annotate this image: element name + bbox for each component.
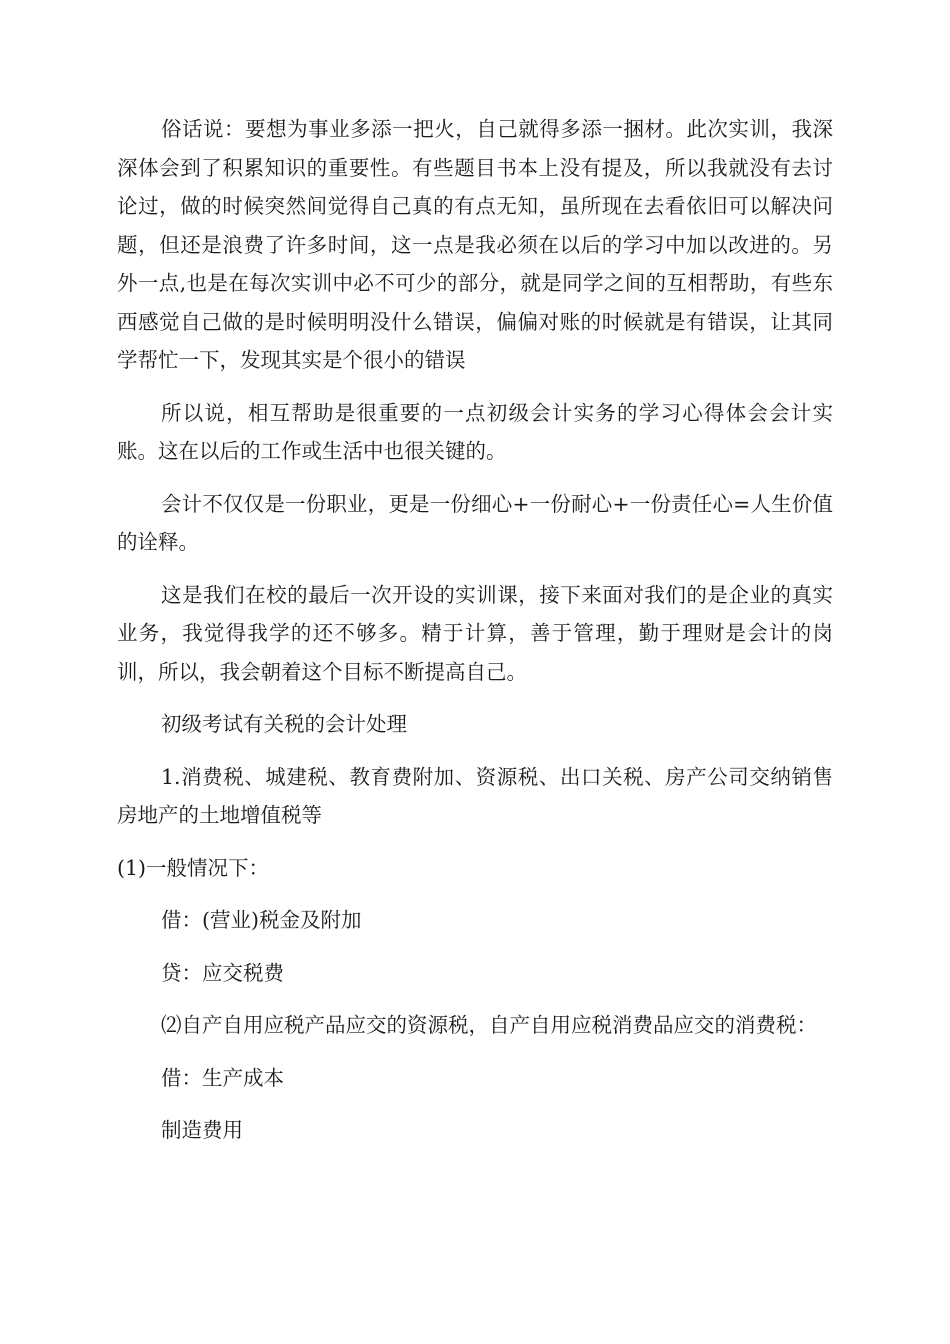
document-body (117, 110, 833, 1164)
subitem-1-label: (1)一般情况下： (117, 855, 270, 880)
journal-entry-debit-2: 借：生产成本 (161, 1065, 284, 1090)
paragraph-reflection-2: 所以说，相互帮助是很重要的一点初级会计实务的学习心得体会会计实账。这在以后的工作或生活中也很关键的。 (117, 400, 833, 463)
paragraph-reflection-3: 会计不仅仅是一份职业，更是一份细心+一份耐心+一份责任心=人生价值的诠释。 (117, 491, 833, 554)
journal-entry-debit-2-line-2: 制造费用 (161, 1118, 243, 1142)
journal-entry-debit-1: 借：(营业)税金及附加 (161, 908, 362, 932)
journal-entry-credit-1: 贷：应交税费 (161, 960, 284, 985)
paragraph-reflection-1: 俗话说：要想为事业多添一把火，自己就得多添一捆材。此次实训，我深深体会到了积累知识的重要性。有些题目书本上没有提及，所以我就没有去讨论过，做的时候突然间觉得自己真的有点无知，虽所现在去看依旧可以解决问题，但还是浪费了许多时间，这一点是我必须在以后的学习中加以改进的。另外一点,也是在每次实训中必不可少的部分，就是同学之间的互相帮助，有些东西感觉自己做的是时候明明没什么错误，偏偏对账的时候就是有错误，让其同学帮忙一下，发现其实是个很小的错误 (117, 117, 833, 372)
section-heading: 初级考试有关税的会计处理 (161, 712, 407, 736)
item-1-heading: 1.消费税、城建税、教育费附加、资源税、出口关税、房产公司交纳销售房地产的土地增值税等 (117, 764, 833, 827)
paragraph-reflection-4: 这是我们在校的最后一次开设的实训课，接下来面对我们的是企业的真实业务，我觉得我学的还不够多。精于计算，善于管理，勤于理财是会计的岗训，所以，我会朝着这个目标不断提高自己。 (117, 582, 833, 684)
subitem-2-label: ⑵自产自用应税产品应交的资源税，自产自用应税消费品应交的消费税： (161, 1013, 817, 1037)
